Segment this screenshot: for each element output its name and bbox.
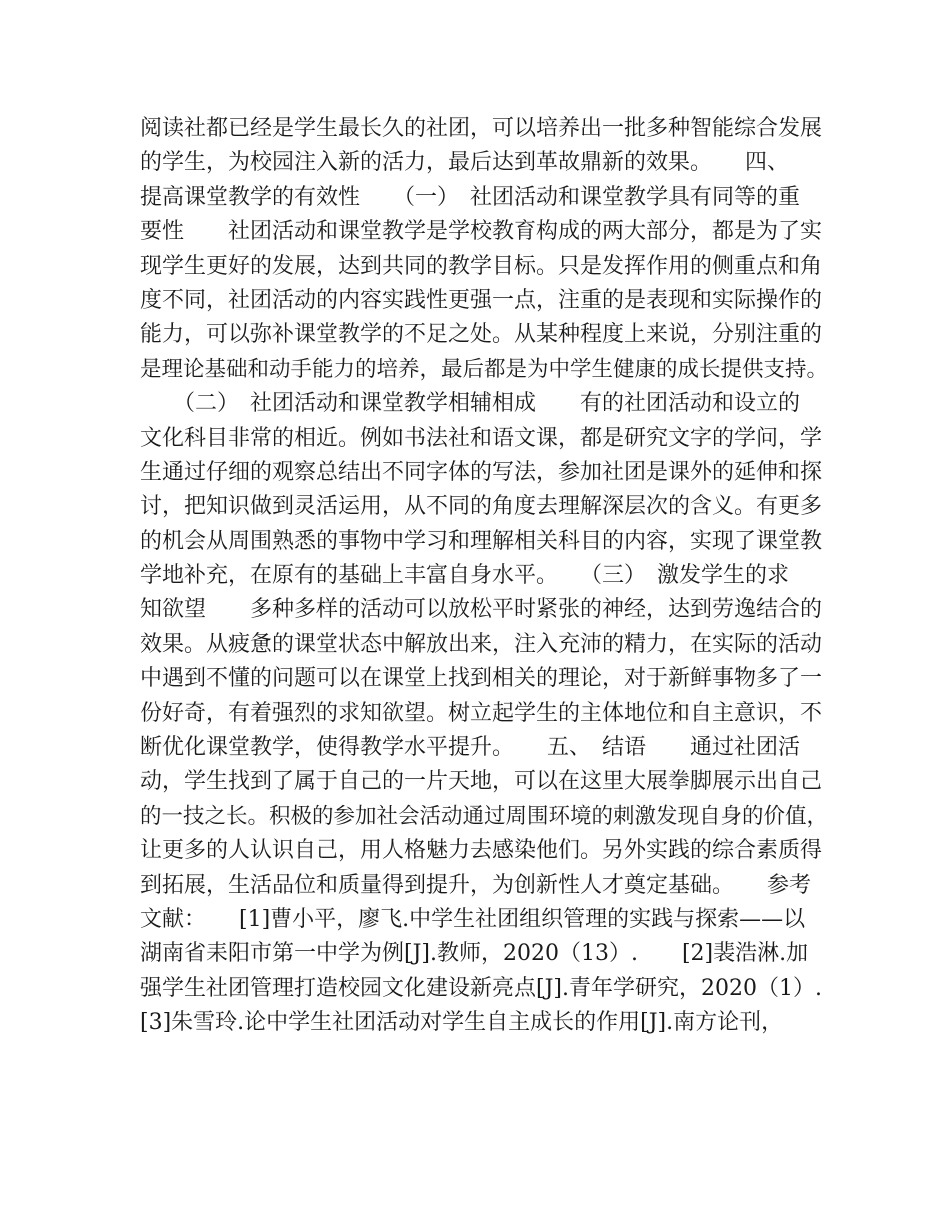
body-text [140,112,840,1041]
text-line: 断优化课堂教学，使得教学水平提升。 五、 结语 通过社团活 [140,735,801,761]
text-line: 知欲望 多种多样的活动可以放松平时紧张的神经，达到劳逸结合的 [140,597,823,623]
text-line: 提高课堂教学的有效性 （一） 社团活动和课堂教学具有同等的重 [140,184,801,210]
text-line: 现学生更好的发展，达到共同的教学目标。只是发挥作用的侧重点和角 [140,253,823,279]
text-line: 中遇到不懂的问题可以在课堂上找到相关的理论，对于新鲜事物多了一 [140,666,823,692]
text-line: 到拓展，生活品位和质量得到提升，为创新性人才奠定基础。 参考 [140,872,812,898]
text-line: 的学生，为校园注入新的活力，最后达到革故鼎新的效果。 四、 [140,150,790,176]
text-line: 阅读社都已经是学生最长久的社团，可以培养出一批多种智能综合发展 [140,116,823,141]
text-line: 学地补充，在原有的基础上丰富自身水平。 （三） 激发学生的求 [140,563,790,589]
text-line: 要性 社团活动和课堂教学是学校教育构成的两大部分，都是为了实 [140,219,823,245]
text-line: 湖南省耒阳市第一中学为例[J].教师，2020（13）. [2]裴浩淋.加 [140,941,809,967]
text-line: 的一技之长。积极的参加社会活动通过周围环境的刺激发现自身的价值， [140,803,829,829]
text-line: 动，学生找到了属于自己的一片天地，可以在这里大展拳脚展示出自己 [140,769,823,795]
text-line: 份好奇，有着强烈的求知欲望。树立起学生的主体地位和自主意识，不 [140,700,823,726]
text-line: 效果。从疲惫的课堂状态中解放出来，注入充沛的精力，在实际的活动 [140,631,823,657]
text-line: 度不同，社团活动的内容实践性更强一点，注重的是表现和实际操作的 [140,287,823,313]
text-line: 生通过仔细的观察总结出不同字体的写法，参加社团是课外的延伸和探 [140,459,823,485]
text-line: 能力，可以弥补课堂教学的不足之处。从某种程度上来说，分别注重的 [140,322,823,348]
text-line: [3]朱雪玲.论中学生社团活动对学生自主成长的作用[J].南方论刊， [140,1010,784,1036]
text-line: 讨，把知识做到灵活运用，从不同的角度去理解深层次的含义。有更多 [140,494,823,520]
text-line: （二） 社团活动和课堂教学相辅相成 有的社团活动和设立的 [140,391,801,417]
text-line: 是理论基础和动手能力的培养，最后都是为中学生健康的成长提供支持。 [140,356,829,382]
text-line: 文化科目非常的相近。例如书法社和语文课，都是研究文字的学问，学 [140,425,823,451]
text-line: 让更多的人认识自己，用人格魅力去感染他们。另外实践的综合素质得 [140,838,823,864]
text-line: 的机会从周围熟悉的事物中学习和理解相关科目的内容，实现了课堂教 [140,528,823,554]
text-line: 强学生社团管理打造校园文化建设新亮点[J].青年学研究，2020（1）. [140,975,822,1001]
text-line: 文献： [1]曹小平，廖飞.中学生社团组织管理的实践与探索——以 [140,906,806,932]
